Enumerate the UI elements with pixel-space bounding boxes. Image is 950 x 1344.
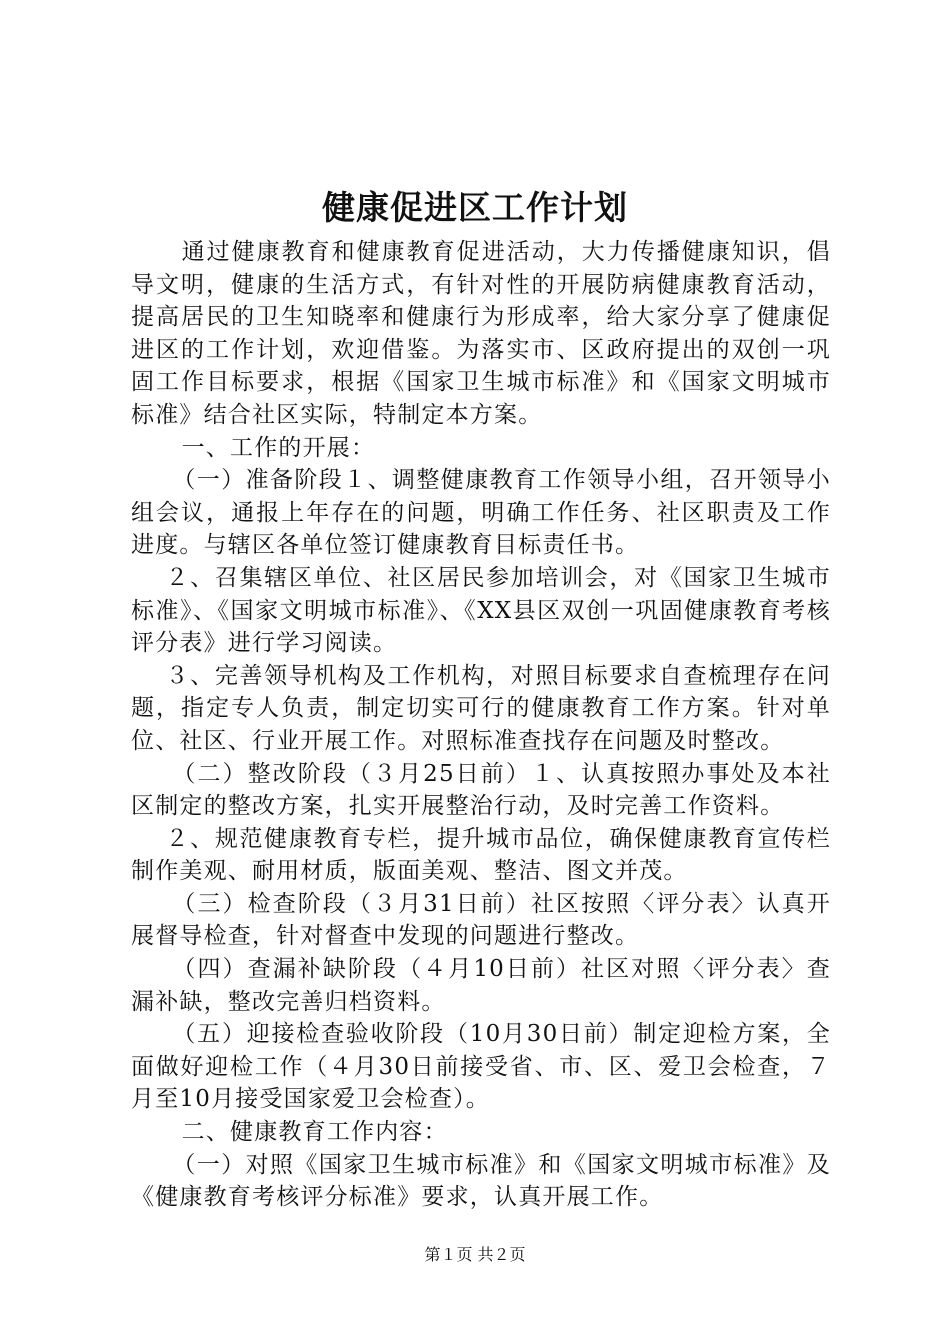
heading-section-1: 一、工作的开展： — [181, 434, 376, 461]
document-title: 健康促进区工作计划 — [322, 188, 628, 227]
paragraph-stage-2: （二）整改阶段（３月25日前）１、认真按照办事处及本社区制定的整改方案，扎实开展整治行动，及时完善工作资料。 — [131, 760, 831, 820]
paragraph-stage-4: （四）查漏补缺阶段（４月10日前）社区对照〈评分表〉查漏补缺，整改完善归档资料。 — [131, 956, 831, 1015]
document-body — [131, 236, 831, 1214]
heading-section-2: 二、健康教育工作内容： — [181, 1119, 448, 1146]
paragraph-intro: 通过健康教育和健康教育促进活动，大力传播健康知识，倡导文明，健康的生活方式，有针对性的开展防病健康教育活动，提高居民的卫生知晓率和健康行为形成率，给大家分享了健康促进区的工作计划，欢迎借鉴。为落实市、区政府提出的双创一巩固工作目标要求，根据《国家卫生城市标准》和《国家文明城市标准》结合社区实际，特制定本方案。 — [131, 239, 831, 428]
paragraph-stage-5: （五）迎接检查验收阶段（10月30日前）制定迎检方案，全面做好迎检工作（４月30日前接受省、市、区、爱卫会检查，７月至10月接受国家爱卫会检查）。 — [131, 1021, 831, 1113]
page-number: 第１页 共２页 — [424, 1245, 526, 1264]
paragraph-stage-1-item-2: ２、召集辖区单位、社区居民参加培训会，对《国家卫生城市标准》、《国家文明城市标准》、《XX县区双创一巩固健康教育考核评分表》进行学习阅读。 — [131, 564, 831, 657]
paragraph-stage-1-item-3: ３、完善领导机构及工作机构，对照目标要求自查梳理存在问题，指定专人负责，制定切实可行的健康教育工作方案。针对单位、社区、行业开展工作。对照标准查找存在问题及时整改。 — [131, 662, 831, 754]
paragraph-stage-3: （三）检查阶段（３月31日前）社区按照〈评分表〉认真开展督导检查，针对督查中发现的问题进行整改。 — [131, 890, 831, 950]
paragraph-stage-1: （一）准备阶段１、调整健康教育工作领导小组，召开领导小组会议，通报上年存在的问题，明确工作任务、社区职责及工作进度。与辖区各单位签订健康教育目标责任书。 — [131, 467, 831, 559]
paragraph-content-1: （一）对照《国家卫生城市标准》和《国家文明城市标准》及《健康教育考核评分标准》要求，认真开展工作。 — [131, 1151, 831, 1211]
paragraph-stage-2-item-2: ２、规范健康教育专栏，提升城市品位，确保健康教育宣传栏制作美观、耐用材质，版面美观、整洁、图文并茂。 — [131, 825, 831, 885]
